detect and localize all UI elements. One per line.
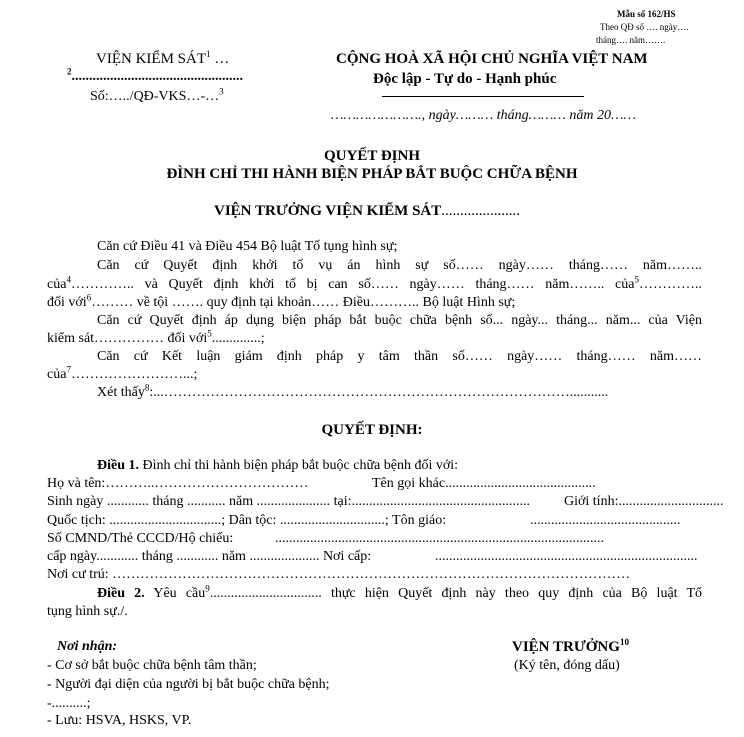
document-title: QUYẾT ĐỊNH <box>324 148 420 164</box>
field-residence: Nơi cư trú: ………………………………………………………………………………………………… <box>47 567 631 582</box>
recipient-item: - Cơ sở bắt buộc chữa bệnh tâm thần; <box>47 658 257 673</box>
field-id-label: Số CMND/Thẻ CCCD/Hộ chiếu: <box>47 531 234 546</box>
form-code-decision: Theo QĐ số …. ngày…. <box>600 22 689 32</box>
field-gender: Giới tính:.............................. <box>564 494 724 509</box>
basis-line-1: Căn cứ Điều 41 và Điều 454 Bộ luật Tố tụng hình sự; <box>97 239 398 254</box>
recipients-heading: Nơi nhận: <box>57 639 118 654</box>
decision-number: Số:…../QĐ-VKS…-…$^3$ <box>90 86 224 104</box>
date-line: …………………., ngày……… tháng……… năm 20…… <box>331 108 636 123</box>
basis-line-6: kiểm sát…………… đối với$^5$..............; <box>47 328 265 346</box>
recipient-item: -..........; <box>47 696 91 711</box>
article-2-cont: tụng hình sự./. <box>47 604 128 619</box>
national-title: CỘNG HOÀ XÃ HỘI CHỦ NGHĨA VIỆT NAM <box>336 51 648 67</box>
field-religion-dots: ........................................... <box>530 513 681 528</box>
field-issue-dots: ........................................................................... <box>435 549 698 564</box>
basis-line-2: Căn cứ Quyết định khởi tố vụ án hình sự số…… ngày…… tháng…… năm…….. <box>97 258 702 273</box>
issuing-authority: VIỆN TRƯỞNG VIỆN KIỂM SÁT..................... <box>214 203 521 219</box>
basis-line-7: Căn cứ Kết luận giám định pháp y tâm thần số…… ngày…… tháng…… năm…… <box>97 349 702 364</box>
form-code: Mẫu số 162/HS <box>617 9 676 19</box>
field-nationality: Quốc tịch: ................................; Dân tộc: ..............................; Tôn giáo: <box>47 513 447 528</box>
article-2: Điều 2. Yêu cầu$^9$................................ thực hiện Quyết định này theo quy định của Bộ luật Tố <box>97 583 703 601</box>
recipient-item: - Lưu: HSVA, HSKS, VP. <box>47 713 192 728</box>
basis-line-9: Xét thấy$^8$:...……………………………………………………………………………........... <box>97 382 609 400</box>
field-other-name: Tên gọi khác........................................... <box>372 476 596 491</box>
national-motto: Độc lập - Tự do - Hạnh phúc <box>373 71 557 87</box>
basis-line-3: của$^4$………….. và Quyết định khởi tố bị can số…… ngày…… tháng…… năm…….. của$^5$………….. <box>47 274 702 292</box>
recipient-item: - Người đại diện của người bị bắt buộc chữa bệnh; <box>47 677 330 692</box>
article-1-intro: Điều 1. Đình chỉ thi hành biện pháp bắt buộc chữa bệnh đối với: <box>97 458 459 473</box>
agency-subunit: $^2$................................................. <box>67 66 243 84</box>
basis-line-8: của$^7$……………………...; <box>47 364 198 382</box>
form-code-date: tháng…. năm……. <box>596 35 666 45</box>
document-subtitle: ĐÌNH CHỈ THI HÀNH BIỆN PHÁP BẮT BUỘC CHỮA BỆNH <box>166 166 578 182</box>
signature-title: VIỆN TRƯỞNG$^{10}$ <box>512 637 629 655</box>
agency-name: VIỆN KIỂM SÁT$^1$ … <box>96 49 230 67</box>
field-birth: Sinh ngày ............ tháng ........... năm ..................... tại:................................................... <box>47 494 530 509</box>
field-issue: cấp ngày............ tháng ............ năm .................... Nơi cấp: <box>47 549 372 564</box>
basis-line-5: Căn cứ Quyết định áp dụng biện pháp bắt buộc chữa bệnh số... ngày... tháng... năm... của Viện <box>97 313 702 328</box>
signature-note: (Ký tên, đóng dấu) <box>514 658 620 673</box>
basis-line-4: đối với$^6$……… về tội ……. quy định tại khoản…… Điều……….. Bộ luật Hình sự; <box>47 292 516 310</box>
decision-heading: QUYẾT ĐỊNH: <box>321 422 423 438</box>
field-id-dots: .............................................................................................. <box>275 531 604 546</box>
field-full-name: Họ và tên:………..…………………………… <box>47 476 309 491</box>
motto-underline <box>382 96 584 97</box>
